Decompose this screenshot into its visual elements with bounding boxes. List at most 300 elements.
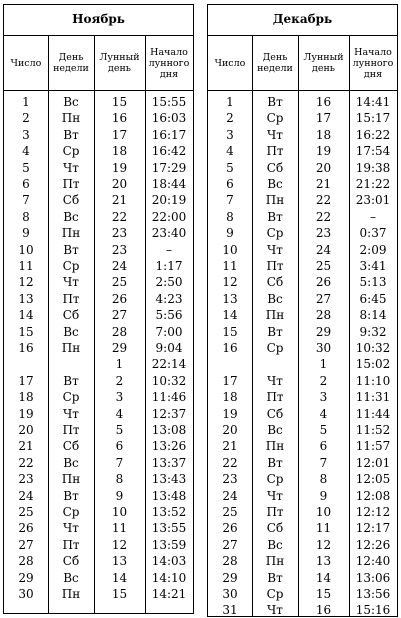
cell-start: 2:50 bbox=[155, 275, 183, 290]
cell-day: 14 bbox=[18, 308, 34, 323]
cell-lunar-day: 21 bbox=[315, 177, 332, 191]
cell-start: 22:00 bbox=[151, 209, 187, 224]
cell-start: 14:21 bbox=[151, 587, 187, 601]
cell-day: 8 bbox=[226, 209, 234, 224]
cell-weekday: Пн bbox=[265, 308, 285, 323]
cell-lunar-day: 22 bbox=[315, 193, 332, 208]
table-row bbox=[208, 111, 397, 126]
header-row bbox=[208, 36, 397, 91]
cell-weekday: Вт bbox=[267, 95, 283, 109]
cell-weekday: Вс bbox=[63, 570, 79, 585]
cell-start: 23:40 bbox=[151, 226, 187, 241]
cell-day: 25 bbox=[18, 505, 34, 519]
cell-lunar-day: 13 bbox=[315, 554, 332, 569]
header-lunar-day: Лунный день bbox=[99, 52, 140, 74]
table-row bbox=[208, 521, 397, 536]
cell-lunar-day: 26 bbox=[111, 291, 128, 306]
cell-start: 12:26 bbox=[355, 537, 391, 552]
cell-start: 14:10 bbox=[151, 570, 187, 585]
cell-weekday: Пт bbox=[62, 423, 80, 437]
table-row bbox=[4, 538, 193, 553]
cell-start: – bbox=[166, 242, 172, 257]
cell-weekday: Пн bbox=[61, 472, 81, 487]
cell-weekday: Ср bbox=[266, 111, 284, 126]
header-lunar-day: Лунный день bbox=[303, 52, 344, 74]
cell-day: 18 bbox=[18, 390, 34, 405]
cell-day: 24 bbox=[18, 488, 34, 503]
cell-lunar-day: 5 bbox=[115, 423, 124, 437]
table-row bbox=[4, 144, 193, 159]
cell-day: 10 bbox=[18, 242, 34, 257]
cell-weekday: Пт bbox=[266, 144, 284, 159]
cell-lunar-day: 10 bbox=[111, 505, 128, 519]
cell-day: 13 bbox=[222, 291, 238, 306]
cell-start: 5:13 bbox=[359, 275, 387, 290]
cell-start: 11:52 bbox=[355, 423, 391, 437]
cell-start: 12:12 bbox=[355, 505, 391, 519]
cell-lunar-day: 11 bbox=[315, 521, 332, 536]
table-row bbox=[208, 226, 397, 241]
cell-day: 7 bbox=[226, 193, 234, 208]
cell-day: 14 bbox=[222, 308, 238, 323]
cell-start: 6:45 bbox=[359, 291, 387, 306]
cell-day: 4 bbox=[226, 144, 234, 159]
cell-weekday: Пт bbox=[266, 390, 284, 405]
cell-day: 20 bbox=[222, 423, 238, 437]
cell-weekday: Пн bbox=[61, 111, 81, 126]
cell-lunar-day: 11 bbox=[111, 521, 128, 536]
table-row bbox=[208, 505, 397, 520]
table-row bbox=[208, 472, 397, 487]
cell-start: 16:22 bbox=[355, 127, 391, 142]
cell-lunar-day: 24 bbox=[111, 259, 128, 273]
cell-lunar-day: 6 bbox=[115, 439, 124, 454]
cell-day: 9 bbox=[226, 226, 234, 241]
cell-lunar-day: 22 bbox=[111, 209, 128, 224]
cell-weekday: Пт bbox=[266, 259, 284, 273]
cell-weekday: Вс bbox=[267, 177, 283, 191]
cell-lunar-day: 14 bbox=[111, 570, 128, 585]
table-row bbox=[4, 489, 193, 504]
cell-start: 13:06 bbox=[355, 570, 391, 585]
cell-day: 23 bbox=[18, 472, 34, 487]
cell-lunar-day: 6 bbox=[319, 439, 328, 454]
cell-start: 13:37 bbox=[151, 455, 187, 470]
header-weekday: День недели bbox=[257, 52, 293, 74]
cell-day: 18 bbox=[222, 390, 238, 405]
header-row bbox=[4, 36, 193, 91]
cell-start: 1:17 bbox=[155, 259, 183, 273]
cell-day: 5 bbox=[22, 160, 30, 175]
cell-weekday: Сб bbox=[266, 406, 284, 421]
cell-start: 12:01 bbox=[355, 455, 391, 470]
cell-start: 16:17 bbox=[151, 127, 187, 142]
cell-day: 24 bbox=[222, 488, 238, 503]
cell-weekday: Вс bbox=[267, 537, 283, 552]
cell-lunar-day: 13 bbox=[111, 554, 128, 569]
cell-lunar-day: 16 bbox=[315, 95, 332, 109]
cell-weekday: Чт bbox=[267, 488, 283, 503]
cell-start: 13:48 bbox=[151, 488, 187, 503]
cell-weekday: Вт bbox=[267, 324, 283, 339]
cell-start: 3:41 bbox=[359, 259, 387, 273]
cell-start: 14:41 bbox=[355, 95, 391, 109]
table-row bbox=[4, 177, 193, 192]
table-row bbox=[4, 390, 193, 405]
table-row bbox=[4, 210, 193, 225]
cell-day: 11 bbox=[222, 259, 238, 273]
cell-lunar-day: 27 bbox=[315, 291, 332, 306]
cell-start: 14:03 bbox=[151, 554, 187, 569]
cell-day: 29 bbox=[18, 570, 34, 585]
table-title: Ноябрь bbox=[4, 5, 193, 36]
cell-day: 29 bbox=[222, 570, 238, 585]
cell-start: 11:31 bbox=[355, 390, 391, 405]
cell-start: 17:29 bbox=[151, 160, 187, 175]
cell-weekday: Чт bbox=[267, 603, 283, 618]
cell-weekday: Пн bbox=[61, 587, 81, 601]
cell-start: 20:19 bbox=[151, 193, 187, 208]
table-row bbox=[208, 554, 397, 569]
cell-day: 23 bbox=[222, 472, 238, 487]
table-row bbox=[4, 571, 193, 586]
cell-day: 17 bbox=[222, 373, 238, 388]
cell-lunar-day: 22 bbox=[315, 209, 332, 224]
cell-weekday: Вт bbox=[267, 570, 283, 585]
table-row bbox=[208, 374, 397, 389]
cell-weekday: Пн bbox=[61, 341, 81, 355]
cell-lunar-day: 18 bbox=[111, 144, 128, 159]
cell-start: 9:04 bbox=[155, 341, 183, 355]
cell-weekday: Ср bbox=[266, 587, 284, 601]
cell-weekday: Пт bbox=[62, 177, 80, 191]
cell-day: 30 bbox=[18, 587, 34, 601]
cell-lunar-day: 12 bbox=[315, 537, 332, 552]
cell-start: 9:32 bbox=[359, 324, 387, 339]
table-row bbox=[208, 489, 397, 504]
table-row bbox=[4, 325, 193, 340]
cell-lunar-day: 2 bbox=[115, 373, 124, 388]
header-start: Начало лунного дня bbox=[352, 46, 394, 80]
cell-start: 13:52 bbox=[151, 505, 187, 519]
cell-start: 21:22 bbox=[355, 177, 391, 191]
table-row bbox=[4, 226, 193, 241]
cell-start: 16:42 bbox=[151, 144, 187, 159]
table-row bbox=[4, 341, 193, 356]
table-row bbox=[4, 95, 193, 110]
cell-weekday: Ср bbox=[62, 259, 80, 273]
cell-lunar-day: 12 bbox=[111, 537, 128, 552]
table-row bbox=[4, 456, 193, 471]
cell-day: 15 bbox=[18, 324, 34, 339]
table-row bbox=[208, 603, 397, 618]
cell-day: 26 bbox=[222, 521, 238, 536]
table-row bbox=[208, 144, 397, 159]
table-row bbox=[4, 292, 193, 307]
cell-start: 12:05 bbox=[355, 472, 391, 487]
cell-day: 11 bbox=[18, 259, 34, 273]
cell-day: 21 bbox=[222, 439, 238, 454]
cell-day: 15 bbox=[222, 324, 238, 339]
cell-day: 12 bbox=[222, 275, 238, 290]
cell-weekday: Чт bbox=[63, 406, 79, 421]
table-row bbox=[4, 587, 193, 602]
table-row bbox=[208, 210, 397, 225]
cell-lunar-day: 15 bbox=[315, 587, 332, 601]
cell-lunar-day: 19 bbox=[315, 144, 332, 159]
cell-lunar-day: 25 bbox=[315, 259, 332, 273]
cell-lunar-day: 30 bbox=[315, 341, 332, 355]
cell-weekday: Вт bbox=[63, 127, 79, 142]
cell-weekday: Пт bbox=[266, 505, 284, 519]
cell-start: 2:09 bbox=[359, 242, 387, 257]
cell-weekday: Пт bbox=[62, 537, 80, 552]
table-row bbox=[208, 292, 397, 307]
table-row bbox=[208, 259, 397, 274]
cell-weekday: Сб bbox=[266, 160, 284, 175]
cell-lunar-day: 28 bbox=[111, 324, 128, 339]
cell-weekday: Вс bbox=[63, 95, 79, 109]
table-row bbox=[208, 390, 397, 405]
cell-start: 23:01 bbox=[355, 193, 391, 208]
cell-lunar-day: 3 bbox=[319, 390, 328, 405]
cell-weekday: Вт bbox=[267, 209, 283, 224]
cell-day: 6 bbox=[226, 177, 234, 191]
table-title: Декабрь bbox=[208, 5, 397, 36]
cell-lunar-day: 29 bbox=[315, 324, 332, 339]
cell-start: 11:57 bbox=[355, 439, 391, 454]
cell-day: 1 bbox=[226, 95, 234, 109]
cell-start: 13:56 bbox=[355, 587, 391, 601]
cell-day: 3 bbox=[22, 127, 30, 142]
cell-lunar-day: 20 bbox=[315, 160, 332, 175]
cell-weekday: Ср bbox=[62, 390, 80, 405]
cell-start: 15:02 bbox=[355, 357, 391, 372]
table-row bbox=[208, 128, 397, 143]
cell-lunar-day: 23 bbox=[315, 226, 332, 241]
cell-start: 11:44 bbox=[355, 406, 391, 421]
cell-lunar-day: 14 bbox=[315, 570, 332, 585]
table-row bbox=[4, 128, 193, 143]
cell-day: 25 bbox=[222, 505, 238, 519]
cell-day: 19 bbox=[222, 406, 238, 421]
cell-weekday: Вт bbox=[267, 455, 283, 470]
cell-start: 22:14 bbox=[151, 357, 187, 372]
cell-weekday: Вт bbox=[63, 242, 79, 257]
cell-day: 21 bbox=[18, 439, 34, 454]
cell-lunar-day: 7 bbox=[319, 455, 328, 470]
cell-day: 28 bbox=[222, 554, 238, 569]
table-row bbox=[4, 554, 193, 569]
cell-start: 17:54 bbox=[355, 144, 391, 159]
cell-weekday: Чт bbox=[63, 160, 79, 175]
cell-lunar-day: 17 bbox=[111, 127, 128, 142]
cell-start: 13:59 bbox=[151, 537, 187, 552]
table-row bbox=[208, 275, 397, 290]
cell-lunar-day: 1 bbox=[319, 357, 328, 372]
cell-weekday: Вс bbox=[267, 291, 283, 306]
cell-lunar-day: 8 bbox=[115, 472, 124, 487]
cell-start: 12:17 bbox=[355, 521, 391, 536]
cell-lunar-day: 10 bbox=[315, 505, 332, 519]
cell-lunar-day: 19 bbox=[111, 160, 128, 175]
cell-start: 12:40 bbox=[355, 554, 391, 569]
cell-day: 8 bbox=[22, 209, 30, 224]
table-row bbox=[208, 587, 397, 602]
cell-day: 6 bbox=[22, 177, 30, 191]
table-row bbox=[4, 243, 193, 258]
cell-weekday: Пн bbox=[61, 226, 81, 241]
table-row bbox=[208, 439, 397, 454]
table-row bbox=[4, 505, 193, 520]
table-row bbox=[4, 472, 193, 487]
cell-weekday: Ср bbox=[266, 472, 284, 487]
table-row bbox=[208, 161, 397, 176]
table-row bbox=[208, 308, 397, 323]
cell-start: 10:32 bbox=[151, 373, 187, 388]
cell-lunar-day: 24 bbox=[315, 242, 332, 257]
cell-lunar-day: 23 bbox=[111, 226, 128, 241]
cell-day: 13 bbox=[18, 291, 34, 306]
cell-day: 10 bbox=[222, 242, 238, 257]
cell-start: 4:23 bbox=[155, 291, 183, 306]
cell-start: 13:08 bbox=[151, 423, 187, 437]
cell-day: 19 bbox=[18, 406, 34, 421]
table-row bbox=[208, 538, 397, 553]
table-row bbox=[4, 439, 193, 454]
cell-weekday: Вт bbox=[63, 488, 79, 503]
table-row bbox=[208, 95, 397, 110]
cell-weekday: Чт bbox=[267, 242, 283, 257]
cell-weekday: Пт bbox=[62, 291, 80, 306]
cell-start: 7:00 bbox=[155, 324, 183, 339]
cell-weekday: Вс bbox=[63, 209, 79, 224]
table-row bbox=[208, 243, 397, 258]
cell-lunar-day: 23 bbox=[111, 242, 128, 257]
table-row bbox=[4, 161, 193, 176]
cell-weekday: Вс bbox=[267, 423, 283, 437]
cell-day: 31 bbox=[222, 603, 238, 618]
cell-lunar-day: 17 bbox=[315, 111, 332, 126]
table-december bbox=[207, 4, 398, 617]
cell-lunar-day: 16 bbox=[111, 111, 128, 126]
cell-lunar-day: 2 bbox=[319, 373, 328, 388]
cell-day: 1 bbox=[22, 95, 30, 109]
table-row bbox=[208, 456, 397, 471]
cell-weekday: Пн bbox=[265, 193, 285, 208]
cell-lunar-day: 7 bbox=[115, 455, 124, 470]
cell-lunar-day: 4 bbox=[319, 406, 328, 421]
cell-lunar-day: 25 bbox=[111, 275, 128, 290]
table-row bbox=[4, 423, 193, 438]
cell-weekday: Пн bbox=[265, 554, 285, 569]
cell-lunar-day: 8 bbox=[319, 472, 328, 487]
cell-start: 15:55 bbox=[151, 95, 187, 109]
cell-weekday: Сб bbox=[62, 554, 80, 569]
table-row bbox=[4, 357, 193, 372]
cell-day: 28 bbox=[18, 554, 34, 569]
cell-day: 22 bbox=[222, 455, 238, 470]
cell-start: 18:44 bbox=[151, 177, 187, 191]
cell-start: 16:03 bbox=[151, 111, 187, 126]
table-row bbox=[208, 571, 397, 586]
table-row bbox=[208, 177, 397, 192]
cell-start: 5:56 bbox=[155, 308, 183, 323]
cell-lunar-day: 9 bbox=[115, 488, 124, 503]
cell-lunar-day: 29 bbox=[111, 341, 128, 355]
cell-day: 22 bbox=[18, 455, 34, 470]
cell-day: 7 bbox=[22, 193, 30, 208]
cell-weekday: Сб bbox=[62, 193, 80, 208]
cell-day: 26 bbox=[18, 521, 34, 536]
cell-weekday: Ср bbox=[62, 505, 80, 519]
cell-start: 15:17 bbox=[355, 111, 391, 126]
cell-weekday: Чт bbox=[267, 127, 283, 142]
cell-start: 10:32 bbox=[355, 341, 391, 355]
cell-weekday: Ср bbox=[266, 341, 284, 355]
cell-weekday: Вт bbox=[63, 373, 79, 388]
table-row bbox=[4, 521, 193, 536]
cell-day: 2 bbox=[226, 111, 234, 126]
table-november bbox=[3, 4, 194, 614]
table-row bbox=[4, 374, 193, 389]
table-row bbox=[208, 357, 397, 372]
cell-weekday: Ср bbox=[62, 144, 80, 159]
cell-weekday: Чт bbox=[63, 275, 79, 290]
cell-weekday: Сб bbox=[62, 308, 80, 323]
cell-start: 19:38 bbox=[355, 160, 391, 175]
cell-start: 11:10 bbox=[355, 373, 391, 388]
cell-lunar-day: 1 bbox=[115, 357, 124, 372]
cell-start: 0:37 bbox=[359, 226, 387, 241]
cell-start: – bbox=[370, 209, 376, 224]
cell-day: 27 bbox=[222, 537, 238, 552]
cell-lunar-day: 26 bbox=[315, 275, 332, 290]
cell-day: 9 bbox=[22, 226, 30, 241]
cell-start: 15:16 bbox=[355, 603, 391, 618]
cell-start: 13:26 bbox=[151, 439, 187, 454]
cell-day: 2 bbox=[22, 111, 30, 126]
header-day: Число bbox=[10, 57, 42, 69]
cell-weekday: Ср bbox=[266, 226, 284, 241]
cell-lunar-day: 16 bbox=[315, 603, 332, 618]
header-start: Начало лунного дня bbox=[148, 46, 190, 80]
cell-lunar-day: 5 bbox=[319, 423, 328, 437]
table-row bbox=[208, 341, 397, 356]
header-weekday: День недели bbox=[53, 52, 89, 74]
cell-day: 5 bbox=[226, 160, 234, 175]
cell-lunar-day: 21 bbox=[111, 193, 128, 208]
cell-start: 13:43 bbox=[151, 472, 187, 487]
cell-lunar-day: 27 bbox=[111, 308, 128, 323]
cell-weekday: Чт bbox=[267, 373, 283, 388]
cell-day: 3 bbox=[226, 127, 234, 142]
cell-day: 16 bbox=[18, 341, 34, 355]
cell-lunar-day: 28 bbox=[315, 308, 332, 323]
cell-start: 8:14 bbox=[359, 308, 387, 323]
cell-start: 13:55 bbox=[151, 521, 187, 536]
table-row bbox=[4, 259, 193, 274]
cell-lunar-day: 18 bbox=[315, 127, 332, 142]
cell-start: 12:08 bbox=[355, 488, 391, 503]
table-row bbox=[4, 407, 193, 422]
cell-start: 11:46 bbox=[151, 390, 187, 405]
cell-weekday: Пн bbox=[265, 439, 285, 454]
cell-weekday: Сб bbox=[266, 521, 284, 536]
table-row bbox=[4, 308, 193, 323]
cell-day: 30 bbox=[222, 587, 238, 601]
cell-lunar-day: 4 bbox=[115, 406, 124, 421]
